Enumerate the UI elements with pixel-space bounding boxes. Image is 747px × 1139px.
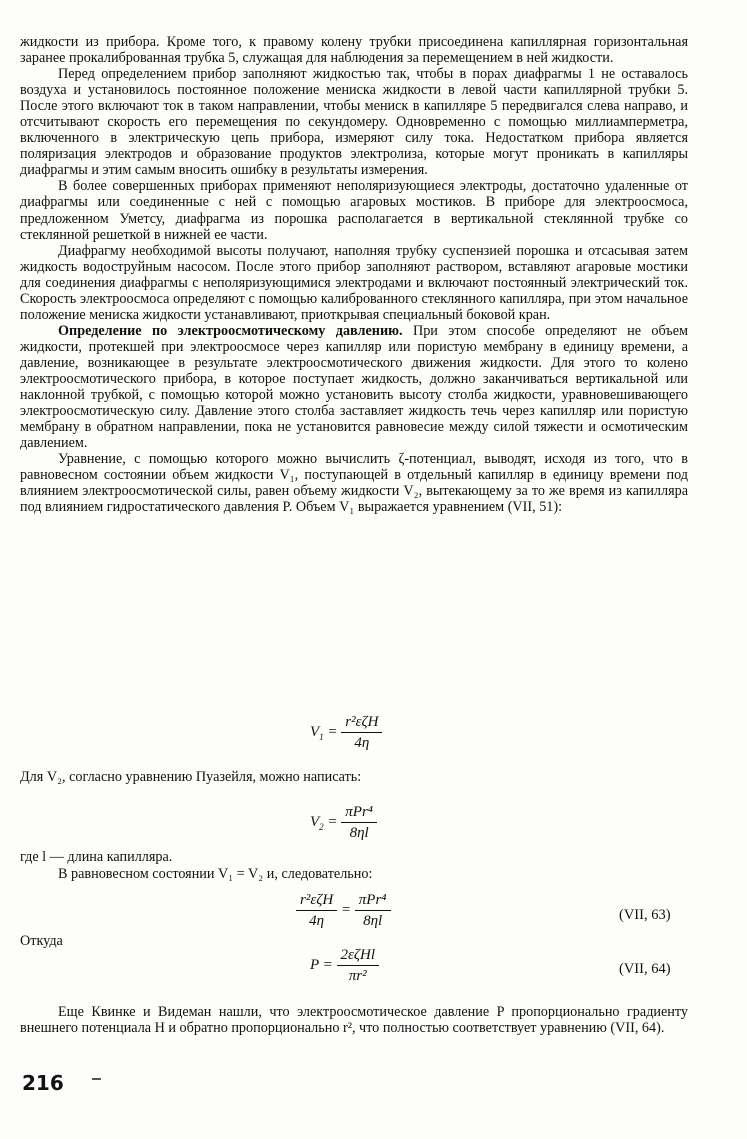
- formula-vii-64: P = $\frac{\text{2εζHl}}{\text{πr²}}$: [310, 946, 379, 985]
- formula-v2: $V_2$ = $\frac{\text{πPr⁴}}{8\eta l}$: [310, 803, 377, 842]
- hence-label: Откуда: [20, 933, 63, 949]
- equation-number-63: (VII, 63): [619, 907, 671, 923]
- paragraph-3: В более совершенных приборах применяют неполяризующиеся электроды, достаточно удаленные от диафрагмы или соединенные с ней с помощью агаровых мостиков. В приборе для электроосмоса, предложенном Уметсу, диафрагма из порошка располагается в вертикальной стеклянной трубке со стеклянной решеткой в нижней ее части.: [20, 178, 688, 243]
- paragraph-4: Диафрагму необходимой высоты получают, наполняя трубку суспензией порошка и отсасывая затем жидкость водоструйным насосом. После этого прибор заполняют раствором, вставляют агаровые мостики для соединения диафрагмы с неполяризующимися электродами и включают постоянный электрический ток. Скорость электроосмоса определяют с помощью калиброванного стеклянного капилляра, при этом начальное положение мениска жидкости устанавливают, приоткрывая специальный боковой кран.: [20, 242, 688, 323]
- paragraph-5: [20, 323, 688, 451]
- paragraph-6: Уравнение, с помощью которого можно вычислить ζ-потенциал, выводят, исходя из того, что в равновесном состоянии объем жидкости V₁, поступающей в отдельный капилляр в единицу времени под влиянием электроосмотической силы, равен объему жидкости V₂, вытекающему за то же время из капилляра под влиянием гидростатического давления P. Объем V₁ выражается уравнением (VII, 51):: [20, 451, 688, 516]
- equilibrium-line: В равновесном состоянии V₁ = V₂ и, следовательно:: [58, 866, 373, 882]
- paragraph-closing: Еще Квинке и Видеман нашли, что электроосмотическое давление P пропорционально градиенту внешнего потенциала H и обратно пропорционально r², что полностью соответствует уравнению (VII, 64).: [20, 1004, 688, 1037]
- poiseuille-intro: Для V₂, согласно уравнению Пуазейля, можно написать:: [20, 769, 362, 785]
- page-number: 216: [22, 1071, 64, 1095]
- folio-mark: [92, 1078, 101, 1080]
- closing-text: [20, 1004, 688, 1036]
- formula-vii-63: $\frac{\text{r²εζH}}{4\eta}$ = $\frac{\text{πPr⁴}}{8\eta l}$: [296, 891, 391, 930]
- formula-v1: $V_1$ = $\frac{\text{r²εζH}}{4\eta}$: [310, 713, 382, 752]
- body-text: [20, 34, 688, 515]
- equation-number-64: (VII, 64): [619, 961, 671, 977]
- run-in-heading: Определение по электроосмотическому давлению.: [58, 322, 403, 339]
- paragraph-2: Перед определением прибор заполняют жидкостью так, чтобы в порах диафрагмы 1 не оставалось воздуха и установилось постоянное положение мениска жидкости в левой части капиллярной трубки 5. После этого включают ток в таком направлении, чтобы мениск в капилляре 5 передвигался слева направо, и отсчитывают скорость его перемещения по секундомеру. Одновременно с помощью миллиамперметра, включенного в электрическую цепь прибора, измеряют силу тока. Недостатком прибора является поляризация электродов и образование продуктов электролиза, которые могут проникать в капилляры диафрагмы и этим самым вносить ошибку в результаты измерения.: [20, 66, 688, 179]
- capillary-length-note: где l — длина капилляра.: [20, 849, 173, 865]
- paragraph-1: жидкости из прибора. Кроме того, к правому колену трубки присоединена капиллярная горизонтальная заранее прокалиброванная трубка 5, служащая для наблюдения за перемещением в ней жидкости.: [20, 34, 688, 67]
- paragraph-5-text: При этом способе определяют не объем жидкости, протекшей при электроосмосе через капилляр или пористую мембрану в единицу времени, а давление, возникающее в результате электроосмотического движения жидкости. Для этого то колено электроосмотического прибора, в которое поступает жидкость, должно заканчиваться вертикальной или наклонной трубкой, с помощью которой можно установить высоту столба жидкости, уравновешивающего электроосмотическую силу. Давление этого столба заставляет жидкость течь через капилляр или пористую мембрану в обратном направлении, пока не установится равновесие между силой тяжести и осмотическим давлением.: [20, 322, 689, 452]
